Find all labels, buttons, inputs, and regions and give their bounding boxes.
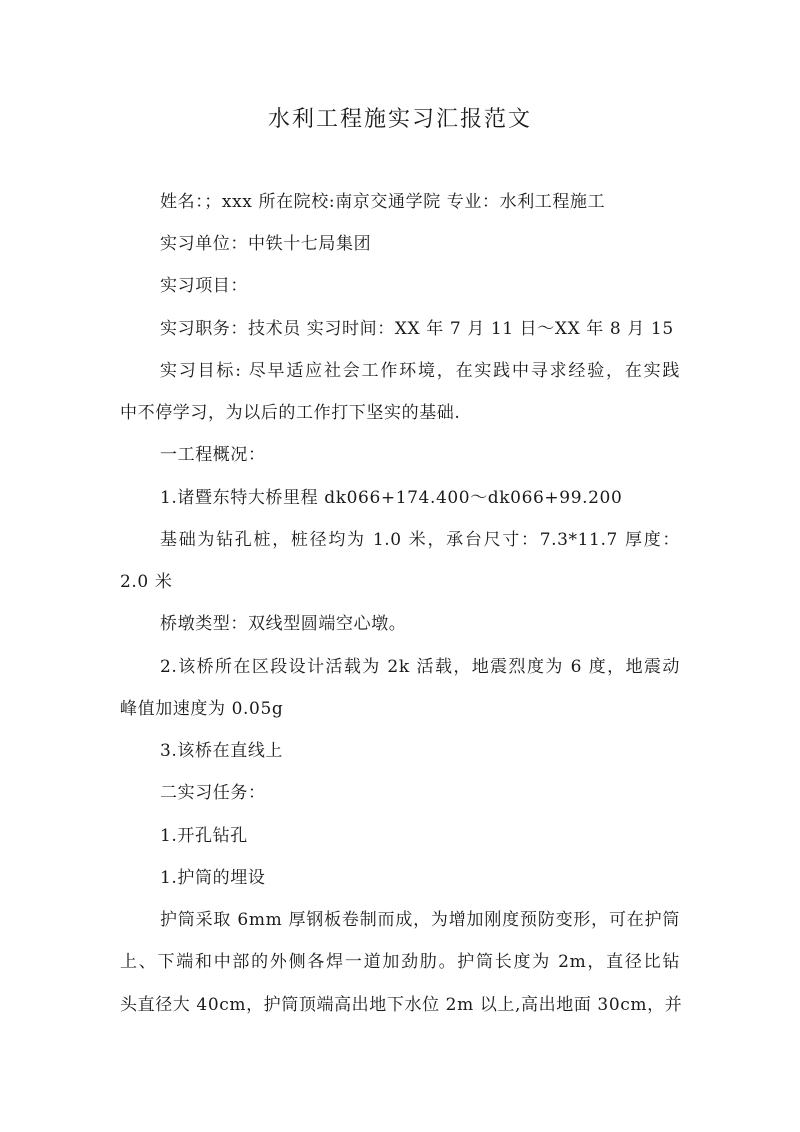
text-line: 3.该桥在直线上	[160, 741, 284, 761]
text-line: 实习单位：中铁十七局集团	[160, 234, 372, 254]
text-line: 1.开孔钻孔	[160, 826, 248, 846]
text-line: 中不停学习，为以后的工作打下坚实的基础.	[120, 403, 461, 423]
text-line: 桥墩类型：双线型圆端空心墩。	[160, 614, 407, 634]
text-line: 实习项目：	[160, 276, 248, 296]
text-line: 峰值加速度为 0.05g	[120, 699, 284, 719]
text-line: 基础为钻孔桩，桩径均为 1.0 米，承台尺寸：7.3*11.7 厚度：	[160, 530, 680, 550]
text-line: 上、下端和中部的外侧各焊一道加劲肋。护筒长度为 2m，直径比钻	[120, 952, 680, 972]
text-line: 头直径大 40cm，护筒顶端高出地下水位 2m 以上,高出地面 30cm，并	[120, 995, 683, 1015]
document-title: 水利工程施实习汇报范文	[267, 107, 532, 132]
text-line: 实习职务：技术员 实习时间：XX 年 7 月 11 日～XX 年 8 月 15	[160, 319, 674, 339]
text-line: 2.该桥所在区段设计活载为 2k 活载，地震烈度为 6 度，地震动	[160, 657, 680, 677]
text-line: 护筒采取 6mm 厚钢板卷制而成，为增加刚度预防变形，可在护筒	[160, 910, 680, 930]
text-line: 实习目标: 尽早适应社会工作环境，在实践中寻求经验，在实践	[160, 361, 680, 381]
text-line: 一工程概况：	[160, 445, 266, 465]
text-line: 1.护筒的埋设	[160, 868, 266, 888]
text-line: 1.诸暨东特大桥里程 dk066+174.400～dk066+99.200	[160, 488, 623, 508]
text-line: 2.0 米	[120, 572, 173, 592]
text-line: 二实习任务：	[160, 783, 266, 803]
text-line: 姓名：；xxx 所在院校:南京交通学院 专业：水利工程施工	[160, 192, 606, 212]
